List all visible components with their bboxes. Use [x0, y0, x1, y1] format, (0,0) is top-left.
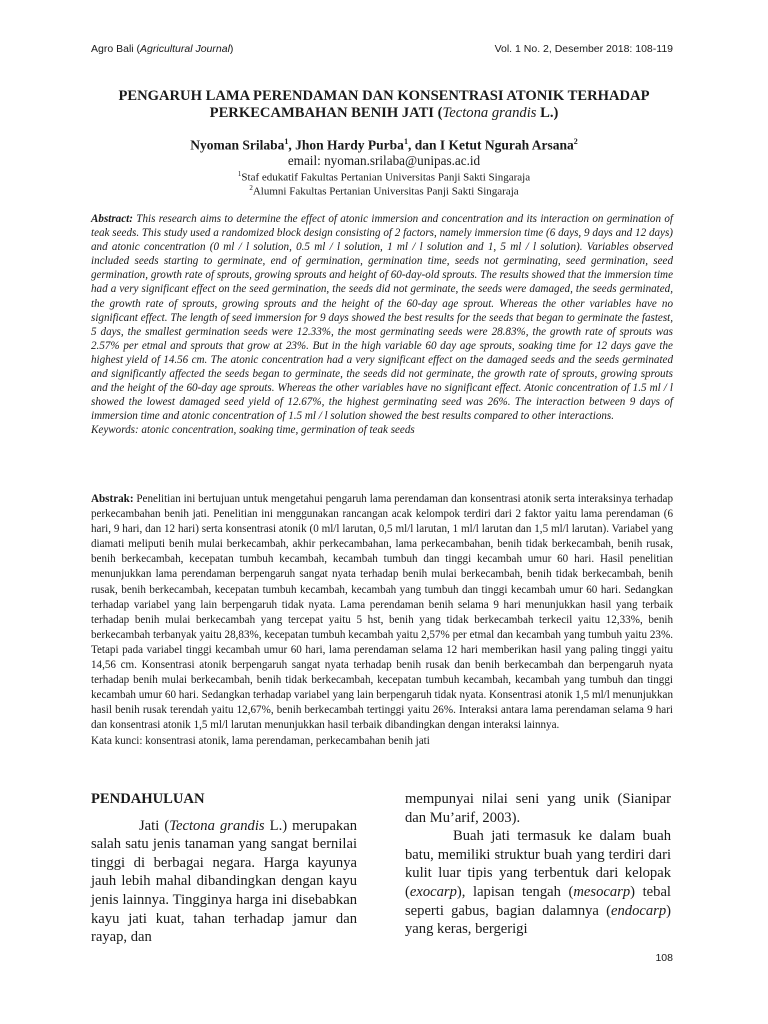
body-column-right — [405, 790, 671, 939]
abstract-text: This research aims to determine the effect of atonic immersion and concentration and its interaction on germination of teak seeds. This study used a randomized block design consisting of 2 factors, namely immersion time (6 days, 9 days and 12 days) and atonic concentration (0 ml / l solution, 0.5 ml / l solution, 1 ml / l solution and 1, 5 ml / l solution). Variables observed included seeds starting to germinate, end of germination, germination time, seeds not germinating, seed germination, seed germination, growth rate of sprouts, growing sprouts and height of 60-day-old sprouts. The results showed that the immersion time had a very significant effect on the seed germination, the seeds did not germinate, the seeds were damaged, the seeds germinated, the growth rate of sprouts, growing sprouts and the height of the 60-day age sprout. Whereas the other variables have no significant effect. The length of seed immersion for 9 days showed the best results for the seeds that began to germinate the fastest, 5 days, the smallest germination seeds were 12.33%, the most germinating seeds were 28.83%, the growth rate of sprouts was 2.57% per etmal and sprouts that grow at 23%. But in the high variable 60 day age sprouts, soaking time for 12 days gave the highest yield of 14.56 cm. The atonic concentration had a very significant effect on the damaged seeds and the seeds germinated and significantly affected the seeds began to germinate, the seeds did not germinate, the growth rate of sprouts, growing sprouts and the height of the 60-day age sprouts. Whereas the other variables have no significant effect. Atonic concentration of 1.5 ml / l showed the lowest damaged seed yield of 12.67%, the highest germinating seed was 26%. The interaction between 9 days of immersion time and atonic concentration of 1.5 ml / l solution showed the best results compared to other interactions. — [91, 213, 673, 423]
section-heading: PENDAHULUAN — [91, 791, 205, 807]
author-email: email: nyoman.srilaba@unipas.ac.id — [287, 153, 481, 168]
title-line-2: PERKECAMBAHAN BENIH JATI (Tectona grandis L.) — [209, 105, 559, 121]
page-number: 108 — [655, 952, 673, 964]
intro-paragraph-1-continued: mempunyai nilai seni yang unik (Sianipar dan Mu’arif, 2003). — [405, 791, 671, 826]
abstrak-label: Abstrak: — [91, 493, 134, 505]
affiliation-1: $^1$Staf edukatif Fakultas Pertanian Universitas Panji Sakti Singaraja — [237, 170, 531, 184]
keywords-english: Keywords: atonic concentration, soaking time, germination of teak seeds — [91, 424, 415, 437]
running-head — [91, 43, 673, 55]
abstrak-text: Penelitian ini bertujuan untuk mengetahui pengaruh lama perendaman dan konsentrasi atonik serta interaksinya terhadap perkecambahan benih jati. Penelitian ini menggunakan rancangan acak kelompok terdiri dari 2 faktor yaitu lama perendaman (6 hari, 9 hari, dan 12 hari) serta konsentrasi atonik (0 ml/l larutan, 0,5 ml/l larutan, 1 ml/l larutan dan 1,5 ml/l larutan). Variabel yang diamati meliputi benih mulai berkecambah, akhir perkecambahan, lama perkecambahan, benih tidak berkecambah, benih rusak, benih berkecambah, kecepatan tumbuh kecambah, kecambah tumbuh dan tinggi kecambah umur 60 hari. Hasil penelitian menunjukkan lama perendaman berpengaruh sangat nyata terhadap benih mulai berkecambah, benih tidak berkecambah, benih rusak, benih berkecambah, kecepatan tumbuh kecambah, kecambah yang tumbuh dan tinggi kecambah umur 60 hari. Sedangkan terhadap variabel yang lain berpengaruh tidak nyata. Lama perendaman benih selama 9 hari menunjukkan hasil yang terbaik terhadap benih mulai berkecambah yang tercepat yaitu 5 hst, benih yang tidak berkecambah terkecil yaitu 12,33%, benih berkecambah terbanyak yaitu 28,83%, kecepatan tumbuh kecambah yaitu 2,57% per etmal dan kecambah yang tumbuh yaitu 23%. Tetapi pada variabel tinggi kecambah umur 60 hari, lama perendaman selama 12 hari memberikan hasil yang paling tinggi yaitu 14,56 cm. Konsentrasi atonik berpengaruh sangat nyata terhadap benih rusak dan benih berkecambah dan berpengaruh nyata terhadap benih mulai berkecambah, benih tidak berkecambah, kecepatan tumbuh kecambah, kecambah yang tumbuh dan tinggi kecambah umur 60 hari. Sedangkan terhadap variabel yang lain berpengaruh tidak nyata. Konsentrasi atonik 1,5 ml/l menunjukkan hasil benih rusak terendah yaitu 12,67%, benih berkecambah tertinggi yaitu 26%. Interaksi antara lama perendaman selama 9 hari dan konsentrasi atonik 1,5 ml/l larutan menunjukkan hasil terbaik dibandingkan dengan interaksi lainnya. — [91, 493, 673, 732]
abstract-label: Abstract: — [91, 213, 133, 225]
title-line-1: PENGARUH LAMA PERENDAMAN DAN KONSENTRASI ATONIK TERHADAP — [118, 88, 650, 104]
abstract-english — [91, 212, 673, 438]
intro-paragraph-2: Buah jati termasuk ke dalam buah batu, memiliki struktur buah yang terdiri dari kulit luar tipis yang terbentuk dari kelopak (exocarp), lapisan tengah (mesocarp) tebal seperti gabus, bagian dalamnya (endocarp) yang keras, bergerigi — [405, 828, 671, 938]
volume-info: Vol. 1 No. 2, Desember 2018: 108-119 — [494, 43, 673, 55]
journal-name: Agro Bali (Agricultural Journal) — [91, 43, 234, 55]
intro-paragraph-1: Jati (Tectona grandis L.) merupakan salah satu jenis tanaman yang sangat bernilai tinggi di berbagai negara. Harga kayunya jauh lebih mahal dibandingkan dengan kayu jenis lainnya. Tingginya harga ini disebabkan kayu jati kuat, tahan terhadap jamur dan rayap, dan — [91, 817, 357, 946]
paper-title — [60, 88, 708, 122]
abstract-indonesian — [91, 492, 673, 749]
species-name: Tectona grandis — [442, 105, 537, 121]
author-list: Nyoman Srilaba$^1$, Jhon Hardy Purba$^1$, dan I Ketut Ngurah Arsana$^2$ — [190, 137, 578, 153]
affiliation-2: $^2$Alumni Fakultas Pertanian Universitas Panji Sakti Singaraja — [249, 184, 519, 198]
body-column-left — [91, 790, 357, 947]
keywords-indonesian: Kata kunci: konsentrasi atonik, lama perendaman, perkecambahan benih jati — [91, 734, 430, 747]
